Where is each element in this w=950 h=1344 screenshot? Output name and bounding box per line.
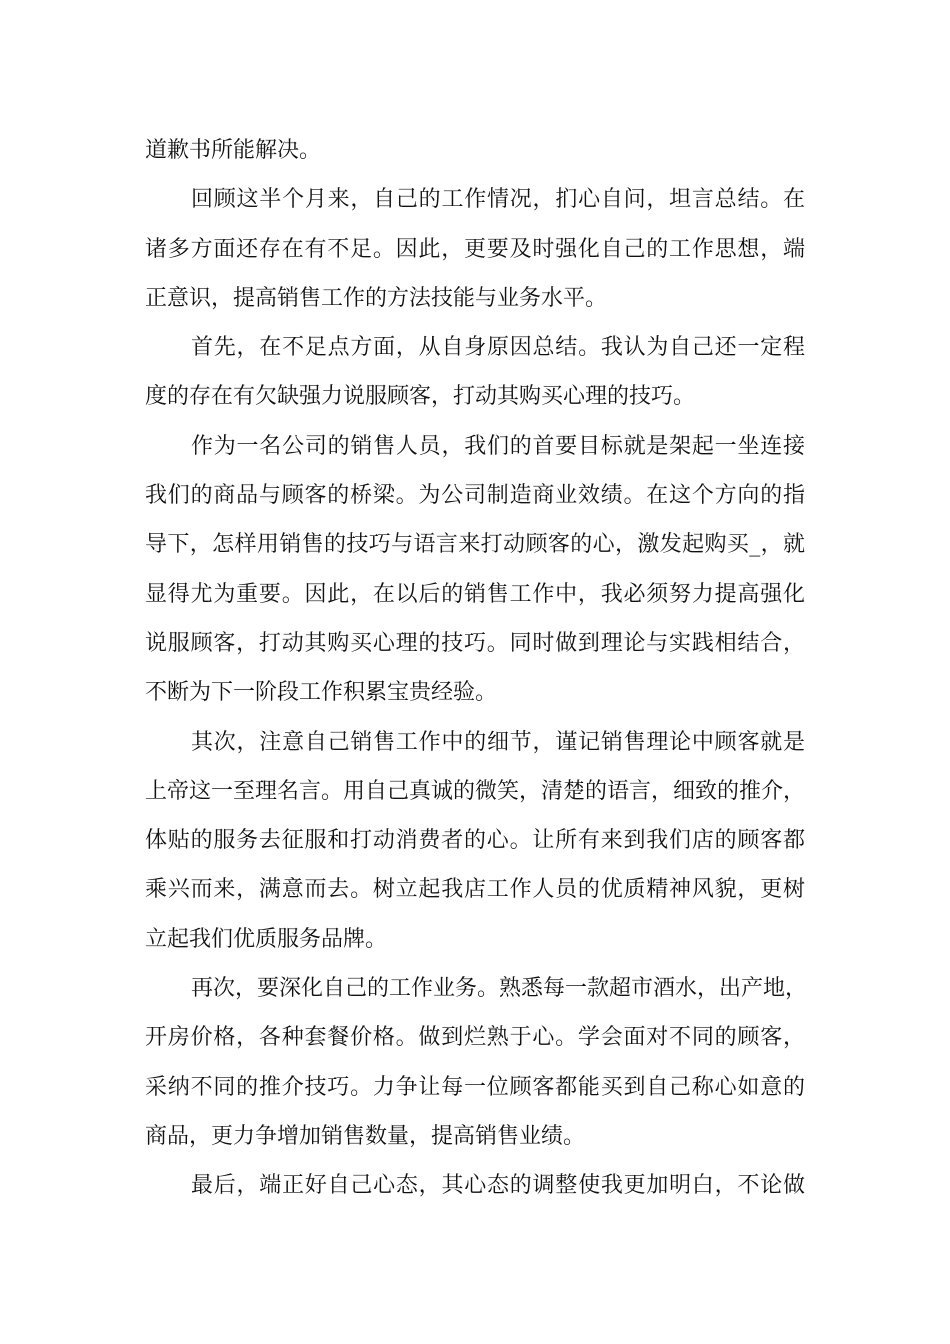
text-line: 立起我们优质服务品牌。 <box>145 926 388 952</box>
paragraph <box>145 323 805 422</box>
text-line: 道歉书所能解决。 <box>145 138 322 163</box>
text-line: 我们的商品与顾客的桥梁。为公司制造商业效绩。在这个方向的指 <box>145 483 805 509</box>
paragraph <box>145 1161 805 1210</box>
document-body <box>145 126 808 1211</box>
text-line: 上帝这一至理名言。用自己真诚的微笑，清楚的语言，细致的推介， <box>145 778 806 804</box>
text-line: 乘兴而来，满意而去。树立起我店工作人员的优质精神风貌，更树 <box>145 877 805 903</box>
text-line: 说服顾客，打动其购买心理的技巧。同时做到理论与实践相结合， <box>145 630 805 656</box>
paragraph <box>145 718 805 964</box>
text-line: 再次，要深化自己的工作业务。熟悉每一款超市酒水，出产地， <box>191 976 808 1002</box>
paragraph <box>145 126 805 175</box>
paragraph <box>145 175 805 323</box>
text-line: 首先，在不足点方面，从自身原因总结。我认为自己还一定程 <box>191 335 805 361</box>
text-line: 不断为下一阶段工作积累宝贵经验。 <box>145 680 498 706</box>
text-line: 其次，注意自己销售工作中的细节，谨记销售理论中顾客就是 <box>191 729 805 755</box>
text-line: 开房价格，各种套餐价格。做到烂熟于心。学会面对不同的顾客， <box>145 1025 805 1051</box>
paragraph <box>145 964 808 1161</box>
text-line: 体贴的服务去征服和打动消费者的心。让所有来到我们店的顾客都 <box>145 828 805 854</box>
text-line: 采纳不同的推介技巧。力争让每一位顾客都能买到自己称心如意的 <box>145 1074 805 1100</box>
text-line: 作为一名公司的销售人员，我们的首要目标就是架起一坐连接 <box>191 433 805 459</box>
text-line: 商品，更力争增加销售数量，提高销售业绩。 <box>145 1123 586 1149</box>
text-line: 显得尤为重要。因此，在以后的销售工作中，我必须努力提高强化 <box>145 581 805 607</box>
text-line: 最后，端正好自己心态，其心态的调整使我更加明白，不论做 <box>191 1173 805 1199</box>
paragraph <box>145 422 805 718</box>
text-line: 度的存在有欠缺强力说服顾客，打动其购买心理的技巧。 <box>145 384 696 410</box>
text-line: 导下，怎样用销售的技巧与语言来打动顾客的心，激发起购买_，就 <box>145 532 805 558</box>
text-line: 诸多方面还存在有不足。因此，更要及时强化自己的工作思想，端 <box>145 236 805 262</box>
text-line: 正意识，提高销售工作的方法技能与业务水平。 <box>145 285 608 311</box>
text-line: 回顾这半个月来，自己的工作情况，扪心自问，坦言总结。在 <box>191 187 805 213</box>
